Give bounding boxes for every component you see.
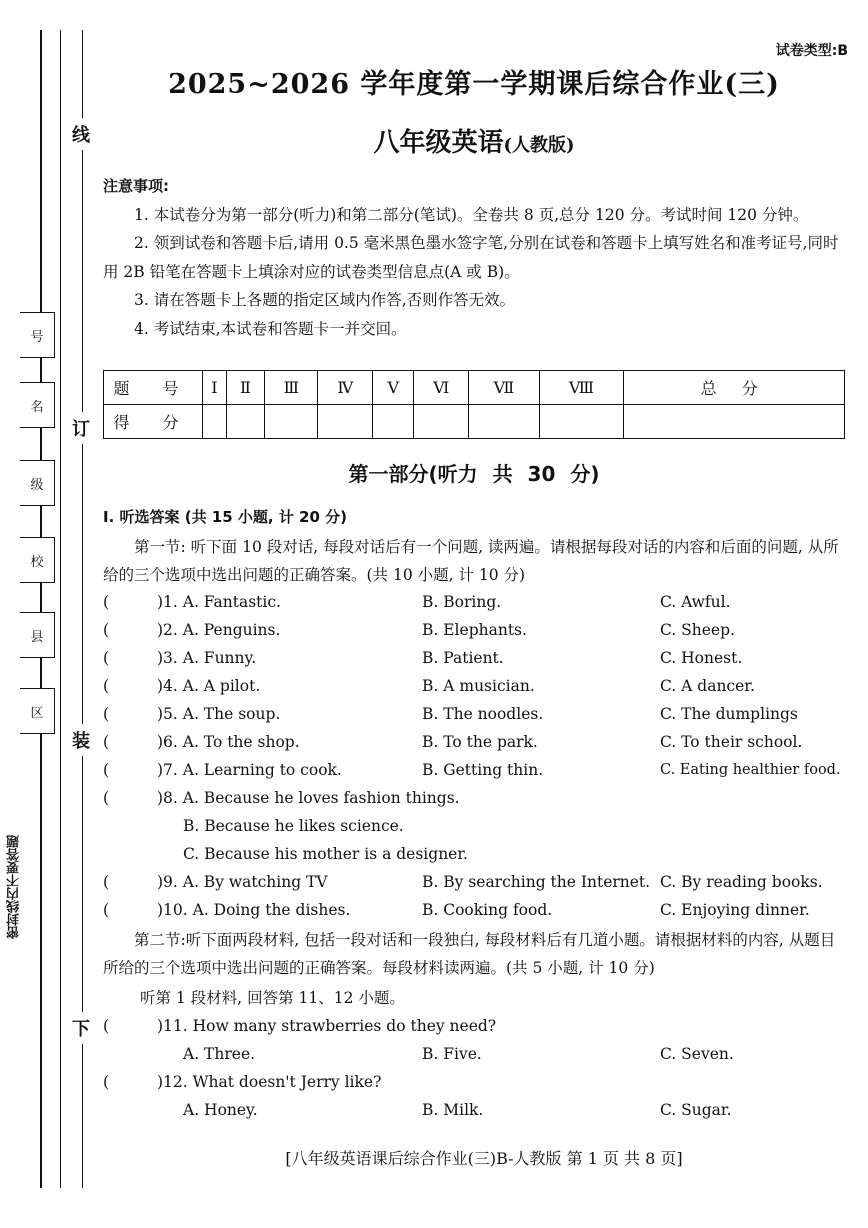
edition-label: (人教版) [503,135,575,156]
box-label: 区 [30,705,44,721]
option-b: B. The noodles. [422,705,544,723]
question-stem: )1. A. Fantastic. [157,593,281,611]
question-stem: )11. How many strawberries do they need? [157,1017,497,1035]
binding-mark-xian: 线 [68,118,94,150]
option-c: C. Sugar. [660,1101,732,1119]
option-b: B. Elephants. [422,621,527,639]
question-row [103,896,858,924]
option-c: C. Seven. [660,1045,734,1063]
note-item: 2. 领到试卷和答题卡后,请用 0.5 毫米黑色墨水签字笔,分别在试卷和答题卡上填写姓名和准考证号,同时用 2B 铅笔在答题卡上填涂对应的试卷类型信息点(A 或 B)。 [103,234,839,281]
option-b: B. Five. [422,1045,482,1063]
answer-paren[interactable]: ( [103,649,110,667]
question-row [103,728,858,756]
county-box[interactable] [20,612,55,658]
question-stem: )2. A. Penguins. [157,621,281,639]
box-label: 级 [30,477,44,493]
option-c: C. To their school. [660,733,803,751]
score-label: 得 分 [104,405,203,439]
district-box[interactable] [20,688,55,734]
score-cell[interactable] [226,405,264,439]
score-cell-total[interactable] [624,405,845,439]
option-b: B. Because he likes science. [183,817,404,835]
section1-sub1-intro: 第一节: 听下面 10 段对话, 每段对话后有一个问题, 读两遍。请根据每段对话的内容和后面的问题, 从所给的三个选项中选出问题的正确答案。(共 10 小题, 计 10 分) [103,538,839,584]
note-item: 1. 本试卷分为第一部分(听力)和第二部分(笔试)。全卷共 8 页,总分 120 分。考试时间 120 分钟。 [134,205,809,224]
binding-line [40,30,42,1188]
answer-paren[interactable]: ( [103,761,110,779]
option-b: B. To the park. [422,733,538,751]
question-stem: )5. A. The soup. [157,705,281,723]
binding-mark-ding: 订 [68,412,94,444]
score-table-header-row [104,371,845,405]
binding-line [60,30,61,1188]
option-c: C. By reading books. [660,873,823,891]
score-cell[interactable] [373,405,414,439]
page-footer: [八年级英语课后综合作业(三)B-人教版 第 1 页 共 8 页] [285,1149,683,1168]
column-header: Ⅴ [373,371,414,405]
question-row [103,700,858,728]
answer-paren[interactable]: ( [103,733,110,751]
box-label: 号 [30,329,44,345]
class-box[interactable] [20,460,55,506]
no-answer-warning: 密封线内不要答题 [7,835,22,939]
option-a: A. Honey. [183,1101,258,1119]
section1-heading: Ⅰ. 听选答案 (共 15 小题, 计 20 分) [103,508,347,526]
listening-material-note: 听第 1 段材料, 回答第 11、12 小题。 [140,989,405,1007]
score-table-score-row [104,405,845,439]
column-header: Ⅰ [203,371,227,405]
score-cell[interactable] [265,405,318,439]
options-row [103,1040,858,1068]
question-row [103,588,858,616]
answer-paren[interactable]: ( [103,873,110,891]
answer-paren[interactable]: ( [103,593,110,611]
option-b: B. Getting thin. [422,761,544,779]
column-header: Ⅱ [226,371,264,405]
option-c: C. Awful. [660,593,731,611]
column-header-total: 总 分 [624,371,845,405]
question-number-label: 题 号 [104,371,203,405]
question-stem: )12. What doesn't Jerry like? [157,1073,382,1091]
note-item: 4. 考试结束,本试卷和答题卡一并交回。 [134,319,407,338]
page-title: 2025~2026 学年度第一学期课后综合作业(三) [168,69,780,100]
box-label: 名 [30,399,44,415]
option-b: B. Patient. [422,649,504,667]
option-c: C. Honest. [660,649,743,667]
score-cell[interactable] [539,405,624,439]
answer-paren[interactable]: ( [103,1073,110,1091]
question-row [103,672,858,700]
question-row [103,644,858,672]
option-c: C. Because his mother is a designer. [183,845,468,863]
column-header: Ⅶ [469,371,539,405]
score-cell[interactable] [203,405,227,439]
name-box[interactable] [20,382,55,428]
option-b: B. Boring. [422,593,502,611]
column-header: Ⅵ [414,371,469,405]
question-stem: )10. A. Doing the dishes. [157,901,351,919]
note-item: 3. 请在答题卡上各题的指定区域内作答,否则作答无效。 [134,291,516,309]
candidate-number-box[interactable] [20,312,55,358]
option-c: C. The dumplings [660,705,798,723]
question-stem: )3. A. Funny. [157,649,257,667]
option-b: B. A musician. [422,677,535,695]
question-row [103,784,858,812]
answer-paren[interactable]: ( [103,789,110,807]
box-label: 县 [30,629,44,645]
options-row [103,1096,858,1124]
question-row [103,1012,858,1040]
option-b: B. Cooking food. [422,901,553,919]
answer-paren[interactable]: ( [103,705,110,723]
binding-mark-zhuang: 装 [68,724,94,756]
question-row [103,616,858,644]
column-header: Ⅷ [539,371,624,405]
option-c: C. Eating healthier food. [660,762,841,778]
score-cell[interactable] [469,405,539,439]
binding-margin [0,0,100,1228]
answer-paren[interactable]: ( [103,677,110,695]
option-c: C. Enjoying dinner. [660,901,810,919]
paper-type-label: 试卷类型:B [775,43,848,59]
question-stem: )8. A. Because he loves fashion things. [157,789,460,807]
question-row [103,756,858,784]
option-c: C. Sheep. [660,621,735,639]
option-b: B. By searching the Internet. [422,873,651,891]
option-a: A. Three. [183,1045,256,1063]
option-b: B. Milk. [422,1101,484,1119]
section1-sub2-intro: 第二节:听下面两段材料, 包括一段对话和一段独白, 每段材料后有几道小题。请根据材料的内容, 从题目所给的三个选项中选出问题的正确答案。每段材料读两遍。(共 5 小题, 计 10 分) [103,931,836,977]
score-cell[interactable] [414,405,469,439]
question-stem: )9. A. By watching TV [157,873,328,891]
question-stem: )7. A. Learning to cook. [157,761,342,779]
notes-heading: 注意事项: [103,177,169,195]
column-header: Ⅳ [318,371,373,405]
page-subtitle [100,122,848,159]
binding-mark-xia: 下 [68,1012,94,1044]
question-stem: )4. A. A pilot. [157,677,261,695]
answer-paren[interactable]: ( [103,901,110,919]
answer-paren[interactable]: ( [103,1017,110,1035]
exam-notes [103,172,846,343]
option-c: C. A dancer. [660,677,755,695]
question-stem: )6. A. To the shop. [157,733,300,751]
subject-title: 八年级英语 [373,128,504,158]
column-header: Ⅲ [265,371,318,405]
score-table [103,370,845,439]
question-row [103,1068,858,1096]
part1-title: 第一部分(听力 共 30 分) [348,462,600,486]
score-cell[interactable] [318,405,373,439]
school-box[interactable] [20,537,55,583]
answer-paren[interactable]: ( [103,621,110,639]
question-row [103,868,858,896]
box-label: 校 [30,554,44,570]
